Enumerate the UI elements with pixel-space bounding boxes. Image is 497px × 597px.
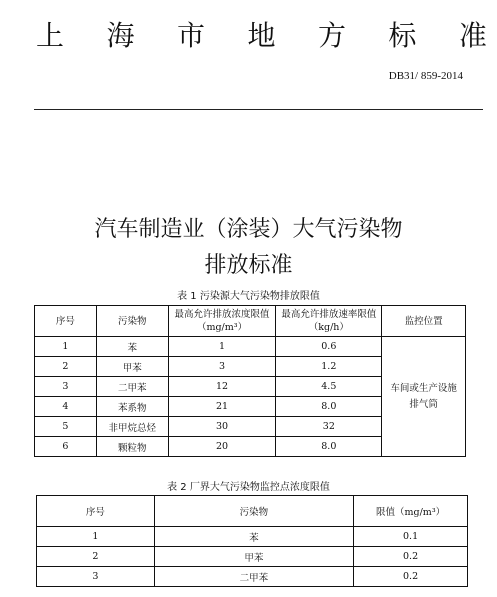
- header-char: 上: [36, 19, 67, 52]
- table-row: 4 苯系物 21 8.0: [35, 397, 466, 417]
- header-pollutant: 污染物: [96, 306, 168, 337]
- standard-header: [36, 14, 489, 54]
- monitoring-position-cell: 车间或生产设施 排气筒: [382, 337, 466, 457]
- emission-limits-table: [34, 305, 466, 457]
- header-position: 监控位置: [382, 306, 466, 337]
- table-header-row: [35, 306, 466, 337]
- table-row: 1 苯 1 0.6 车间或生产设施 排气筒: [35, 337, 466, 357]
- header-seq: 序号: [37, 496, 155, 527]
- header-char: 地: [247, 19, 278, 52]
- header-divider: [34, 109, 483, 110]
- table-row: 2 甲苯 3 1.2: [35, 357, 466, 377]
- table-row: 3 二甲苯 12 4.5: [35, 377, 466, 397]
- boundary-limits-table: [36, 495, 468, 587]
- header-char: 方: [317, 19, 348, 52]
- header-rate: 最高允许排放速率限值 （kg/h）: [276, 306, 382, 337]
- table-row: 5 非甲烷总烃 30 32: [35, 417, 466, 437]
- table-row: 3 二甲苯 0.2: [37, 567, 468, 587]
- header-limit: 限值（mg/m³）: [354, 496, 468, 527]
- table-header-row: [37, 496, 468, 527]
- table2-caption: 表 2 厂界大气污染物监控点浓度限值: [167, 482, 330, 493]
- table1-caption: 表 1 污染源大气污染物排放限值: [177, 291, 320, 302]
- document-title-line1: 汽车制造业（涂装）大气污染物: [94, 217, 403, 242]
- header-char: 准: [458, 19, 489, 52]
- header-char: 海: [106, 19, 137, 52]
- header-pollutant: 污染物: [154, 496, 353, 527]
- header-seq: 序号: [35, 306, 97, 337]
- table-row: 2 甲苯 0.2: [37, 547, 468, 567]
- header-char: 市: [176, 19, 207, 52]
- table-row: 6 颗粒物 20 8.0: [35, 437, 466, 457]
- header-concentration: 最高允许排放浓度限值 （mg/m³）: [168, 306, 276, 337]
- standard-code: DB31/ 859-2014: [388, 70, 463, 82]
- header-char: 标: [388, 19, 419, 52]
- table-row: 1 苯 0.1: [37, 527, 468, 547]
- document-title-line2: 排放标准: [204, 253, 293, 278]
